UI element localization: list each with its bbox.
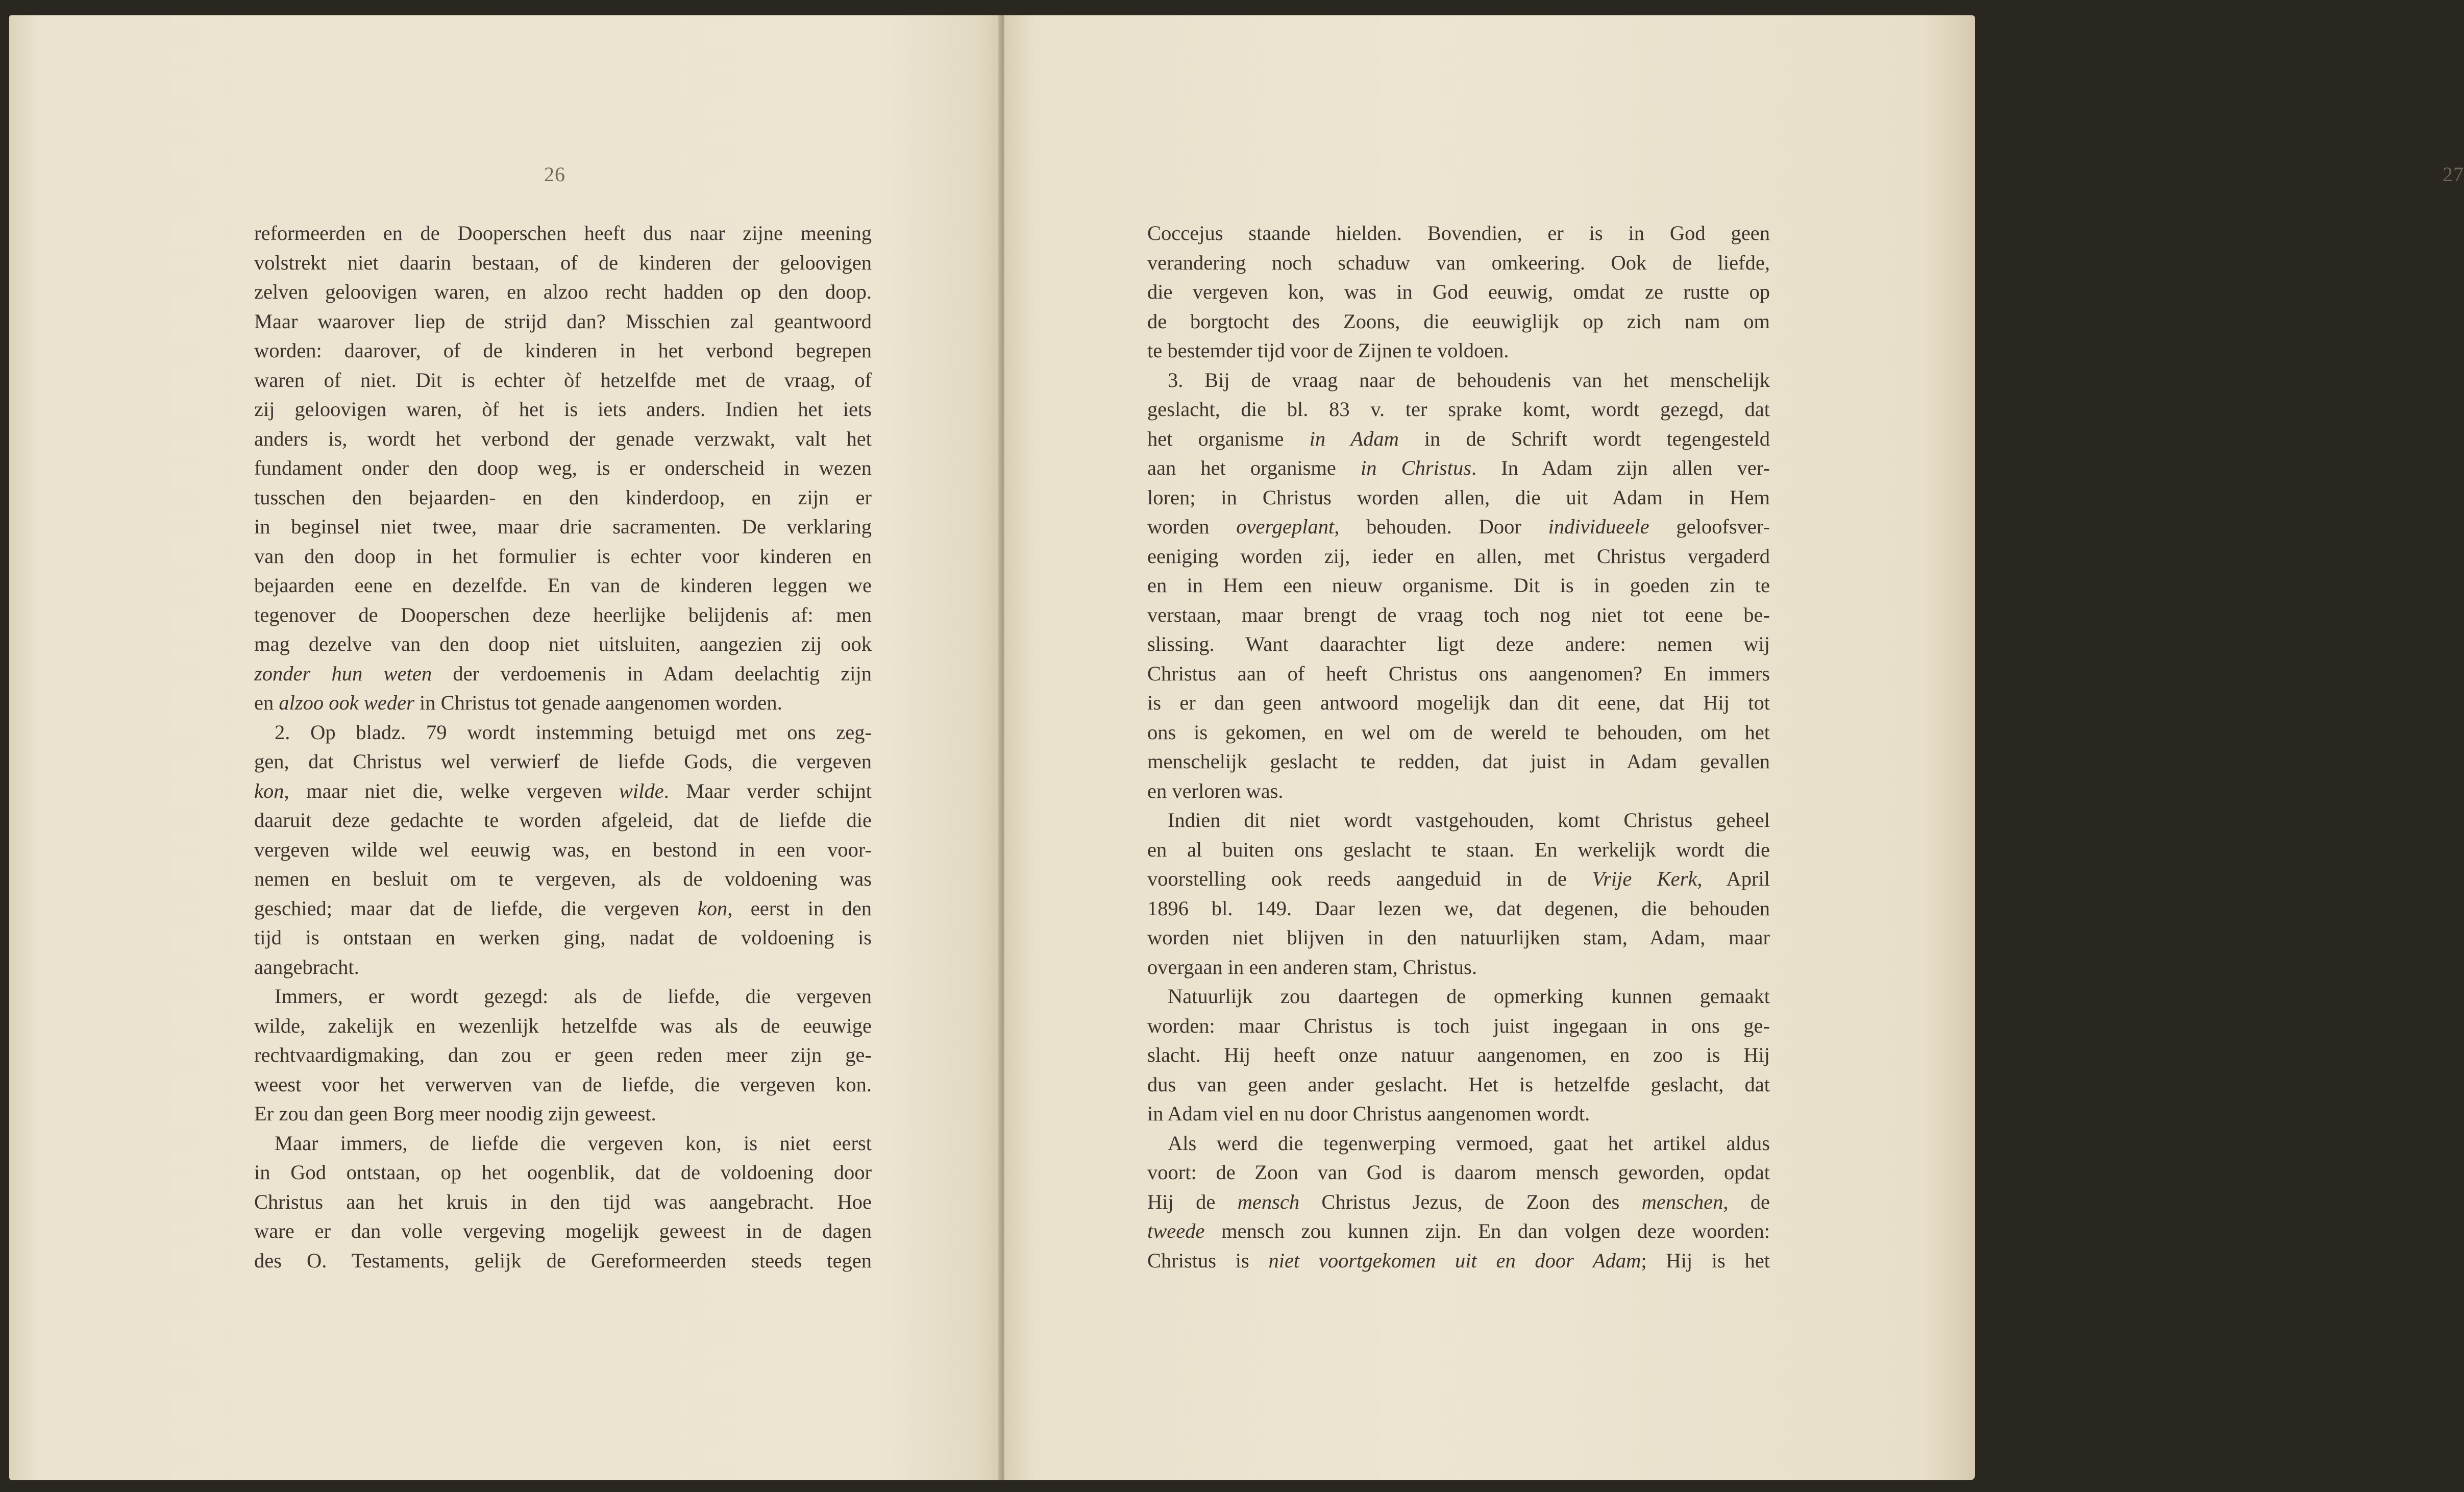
text-segment: worden [1147, 515, 1237, 538]
text-segment: geloofsver- [1649, 515, 1770, 538]
page-number-right: 27 [2443, 163, 2464, 186]
text-line [1147, 835, 1770, 865]
text-segment: geschied; maar dat de liefde, die vergeven [254, 896, 698, 920]
italic-text: kon [254, 779, 284, 802]
left-page [9, 15, 1000, 1480]
text-line [254, 718, 872, 747]
text-line [1147, 1070, 1770, 1099]
text-segment: zij geloovigen waren, òf het is iets anders. Indien het iets [254, 398, 872, 421]
text-segment: Indien dit niet wordt vastgehouden, komt Christus geheel [1168, 809, 1770, 831]
text-line [254, 805, 872, 835]
text-segment: Christus Jezus, de Zoon des [1299, 1190, 1642, 1213]
text-line [254, 336, 872, 365]
text-segment: en [254, 691, 279, 714]
text-segment: van den doop in het formulier is echter voor kinderen en [254, 544, 872, 568]
text-segment: , eerst in den [727, 896, 872, 920]
text-segment: , de [1723, 1190, 1770, 1213]
text-segment: vergeven wilde wel eeuwig was, en bestond in een voor- [254, 838, 872, 861]
text-segment: tegenover de Dooperschen deze heerlijke belijdenis af: men [254, 603, 872, 626]
text-line [1147, 629, 1770, 659]
text-line [254, 1070, 872, 1099]
text-segment: der verdoemenis in Adam deelachtig zijn [432, 662, 872, 685]
text-segment: eeniging worden zij, ieder en allen, met Christus vergaderd [1147, 544, 1770, 568]
text-segment: is er dan geen antwoord mogelijk dan dit eene, dat Hij tot [1147, 691, 1770, 714]
text-segment: ons is gekomen, en wel om de wereld te behouden, om het [1147, 720, 1770, 744]
italic-text: wilde [619, 779, 664, 802]
italic-text: Vrije Kerk [1592, 867, 1697, 890]
text-segment: tusschen den bejaarden- en den kinderdoop, en zijn er [254, 485, 872, 509]
left-page-text [254, 218, 872, 1275]
text-segment: overgaan in een anderen stam, Christus. [1147, 955, 1477, 979]
text-line [254, 952, 872, 982]
text-segment: worden niet blijven in den natuurlijken stam, Adam, maar [1147, 926, 1770, 949]
text-line [1147, 1246, 1770, 1276]
text-segment: en verloren was. [1147, 779, 1284, 802]
text-line [1147, 483, 1770, 512]
italic-text: mensch [1237, 1190, 1300, 1213]
text-segment: volstrekt niet daarin bestaan, of de kinderen der geloovigen [254, 251, 872, 274]
italic-text: in Adam [1309, 427, 1399, 450]
text-line [1147, 894, 1770, 923]
text-segment: waren of niet. Dit is echter òf hetzelfde met de vraag, of [254, 368, 872, 392]
text-line [254, 307, 872, 336]
text-line [1147, 277, 1770, 307]
text-line [1147, 1158, 1770, 1187]
italic-text: in Christus [1361, 456, 1471, 479]
text-line [1147, 1216, 1770, 1246]
right-page-text [1147, 218, 1770, 1275]
text-segment: Immers, er wordt gezegd: als de liefde, die vergeven [275, 985, 872, 1008]
text-segment: 3. Bij de vraag naar de behoudenis van het menschelijk [1168, 368, 1770, 392]
text-line [254, 688, 872, 718]
text-segment: te bestemder tijd voor de Zijnen te voldoen. [1147, 339, 1509, 362]
text-line [254, 1129, 872, 1158]
text-segment: Christus aan of heeft Christus ons aangenomen? En immers [1147, 662, 1770, 685]
text-line [1147, 571, 1770, 600]
text-segment: voort: de Zoon van God is daarom mensch geworden, opdat [1147, 1161, 1770, 1184]
text-segment: , behouden. Door [1334, 515, 1548, 538]
text-segment: in beginsel niet twee, maar drie sacramenten. De verklaring [254, 515, 872, 538]
text-segment: reformeerden en de Dooperschen heeft dus naar zijne meening [254, 222, 872, 244]
text-line [1147, 659, 1770, 689]
text-segment: slacht. Hij heeft onze natuur aangenomen, en zoo is Hij [1147, 1043, 1770, 1066]
text-segment: in Christus tot genade aangenomen worden. [414, 691, 782, 714]
text-line [1147, 512, 1770, 542]
text-line [1147, 307, 1770, 336]
text-segment: in Adam viel en nu door Christus aangenomen wordt. [1147, 1102, 1590, 1125]
text-line [1147, 1129, 1770, 1158]
page-number-left: 26 [544, 163, 565, 186]
text-line [254, 542, 872, 571]
text-segment: mensch zou kunnen zijn. En dan volgen deze woorden: [1204, 1219, 1770, 1242]
text-line [1147, 248, 1770, 278]
text-segment: dus van geen ander geslacht. Het is hetzelfde geslacht, dat [1147, 1072, 1770, 1096]
text-line [1147, 776, 1770, 806]
text-line [254, 248, 872, 278]
text-segment: geslacht, die bl. 83 v. ter sprake komt, wordt gezegd, dat [1147, 398, 1770, 421]
text-segment: mag dezelve van den doop niet uitsluiten, aangezien zij ook [254, 632, 872, 655]
text-line [254, 894, 872, 923]
text-line [1147, 218, 1770, 248]
text-line [1147, 1187, 1770, 1217]
text-segment: aan het organisme [1147, 456, 1361, 479]
text-segment: in God ontstaan, op het oogenblik, dat de voldoening door [254, 1161, 872, 1184]
text-segment: slissing. Want daarachter ligt deze andere: nemen wij [1147, 632, 1770, 655]
text-line [1147, 1040, 1770, 1070]
text-line [1147, 542, 1770, 571]
text-segment: verstaan, maar brengt de vraag toch nog niet tot eene be- [1147, 603, 1770, 626]
italic-text: individueele [1548, 515, 1649, 538]
text-segment: voorstelling ook reeds aangeduid in de [1147, 867, 1592, 890]
text-line [1147, 747, 1770, 776]
italic-text: kon [697, 896, 728, 920]
text-line [254, 659, 872, 689]
text-segment: worden: maar Christus is toch juist ingegaan in ons ge- [1147, 1014, 1770, 1037]
text-line [1147, 600, 1770, 630]
text-segment: 2. Op bladz. 79 wordt instemming betuigd met ons zeg- [275, 720, 872, 744]
text-segment: Natuurlijk zou daartegen de opmerking kunnen gemaakt [1168, 985, 1770, 1008]
text-segment: , April [1697, 867, 1770, 890]
text-line [254, 218, 872, 248]
text-line [254, 600, 872, 630]
text-line [254, 395, 872, 424]
text-line [254, 629, 872, 659]
right-page [1004, 15, 2464, 1480]
text-segment: Maar waarover liep de strijd dan? Misschien zal geantwoord [254, 309, 872, 333]
text-line [1147, 1099, 1770, 1129]
text-line [254, 1158, 872, 1187]
text-line [254, 1187, 872, 1217]
text-line [254, 1040, 872, 1070]
text-segment: Coccejus staande hielden. Bovendien, er is in God geen [1147, 222, 1770, 244]
text-segment: fundament onder den doop weg, is er onderscheid in wezen [254, 456, 872, 479]
text-segment: en in Hem een nieuw organisme. Dit is in goeden zin te [1147, 574, 1770, 597]
text-segment: Christus aan het kruis in den tijd was aangebracht. Hoe [254, 1190, 872, 1213]
text-segment: wilde, zakelijk en wezenlijk hetzelfde was als de eeuwige [254, 1014, 872, 1037]
text-line [1147, 805, 1770, 835]
text-line [1147, 864, 1770, 894]
text-segment: Maar immers, de liefde die vergeven kon, is niet eerst [275, 1131, 872, 1155]
text-line [1147, 923, 1770, 952]
text-segment: Hij de [1147, 1190, 1238, 1213]
text-segment: . In Adam zijn allen ver- [1471, 456, 1770, 479]
text-segment: in de Schrift wordt tegengesteld [1398, 427, 1770, 450]
text-line [254, 1246, 872, 1276]
text-line [254, 277, 872, 307]
text-line [254, 982, 872, 1011]
text-segment: bejaarden eene en dezelfde. En van de kinderen leggen we [254, 574, 872, 597]
italic-text: zonder hun weten [254, 662, 432, 685]
text-segment: gen, dat Christus wel verwierf de liefde Gods, die vergeven [254, 750, 872, 773]
text-line [254, 483, 872, 512]
text-line [1147, 982, 1770, 1011]
text-line [254, 1216, 872, 1246]
text-segment: Christus is [1147, 1249, 1269, 1272]
text-line [254, 365, 872, 395]
text-line [254, 864, 872, 894]
text-segment: daaruit deze gedachte te worden afgeleid, dat de liefde die [254, 809, 872, 831]
text-line [254, 747, 872, 776]
text-line [254, 453, 872, 483]
text-segment: aangebracht. [254, 955, 359, 979]
text-segment: Als werd die tegenwerping vermoed, gaat het artikel aldus [1168, 1131, 1770, 1155]
text-line [1147, 365, 1770, 395]
text-segment: verandering noch schaduw van omkeering. Ook de liefde, [1147, 251, 1770, 274]
text-segment: zelven geloovigen waren, en alzoo recht hadden op den doop. [254, 280, 872, 303]
text-segment: en al buiten ons geslacht te staan. En werkelijk wordt die [1147, 838, 1770, 861]
text-segment: , maar niet die, welke vergeven [284, 779, 619, 802]
text-line [254, 923, 872, 952]
text-segment: ; Hij is het [1641, 1249, 1770, 1272]
text-segment: anders is, wordt het verbond der genade verzwakt, valt het [254, 427, 872, 450]
italic-text: overgeplant [1236, 515, 1335, 538]
text-segment: nemen en besluit om te vergeven, als de voldoening was [254, 867, 872, 890]
text-line [254, 776, 872, 806]
text-line [254, 1011, 872, 1041]
text-line [1147, 395, 1770, 424]
text-line [1147, 1011, 1770, 1041]
text-line [1147, 424, 1770, 454]
text-segment: rechtvaardigmaking, dan zou er geen reden meer zijn ge- [254, 1043, 872, 1066]
text-line [254, 1099, 872, 1129]
text-segment: 1896 bl. 149. Daar lezen we, dat degenen, die behouden [1147, 896, 1770, 920]
italic-text: alzoo ook weder [279, 691, 414, 714]
text-segment: loren; in Christus worden allen, die uit Adam in Hem [1147, 485, 1770, 509]
text-line [254, 571, 872, 600]
text-segment: die vergeven kon, was in God eeuwig, omdat ze rustte op [1147, 280, 1770, 303]
text-line [1147, 453, 1770, 483]
text-segment: ware er dan volle vergeving mogelijk geweest in de dagen [254, 1219, 872, 1242]
text-segment: menschelijk geslacht te redden, dat juist in Adam gevallen [1147, 750, 1770, 773]
text-line [1147, 718, 1770, 747]
text-segment: Er zou dan geen Borg meer noodig zijn geweest. [254, 1102, 656, 1125]
text-line [1147, 688, 1770, 718]
italic-text: niet voortgekomen uit en door Adam [1268, 1249, 1641, 1272]
text-segment: worden: daarover, of de kinderen in het verbond begrepen [254, 339, 872, 362]
text-line [254, 424, 872, 454]
text-segment: . Maar verder schijnt [663, 779, 872, 802]
italic-text: menschen [1641, 1190, 1723, 1213]
text-segment: tijd is ontstaan en werken ging, nadat de voldoening is [254, 926, 872, 949]
text-segment: weest voor het verwerven van de liefde, die vergeven kon. [254, 1072, 872, 1096]
text-segment: des O. Testaments, gelijk de Gereformeerden steeds tegen [254, 1249, 872, 1272]
text-line [1147, 952, 1770, 982]
text-segment: de borgtocht des Zoons, die eeuwiglijk op zich nam om [1147, 309, 1770, 333]
text-line [254, 512, 872, 542]
text-line [1147, 336, 1770, 365]
text-segment: het organisme [1147, 427, 1310, 450]
italic-text: tweede [1147, 1219, 1205, 1242]
text-line [254, 835, 872, 865]
